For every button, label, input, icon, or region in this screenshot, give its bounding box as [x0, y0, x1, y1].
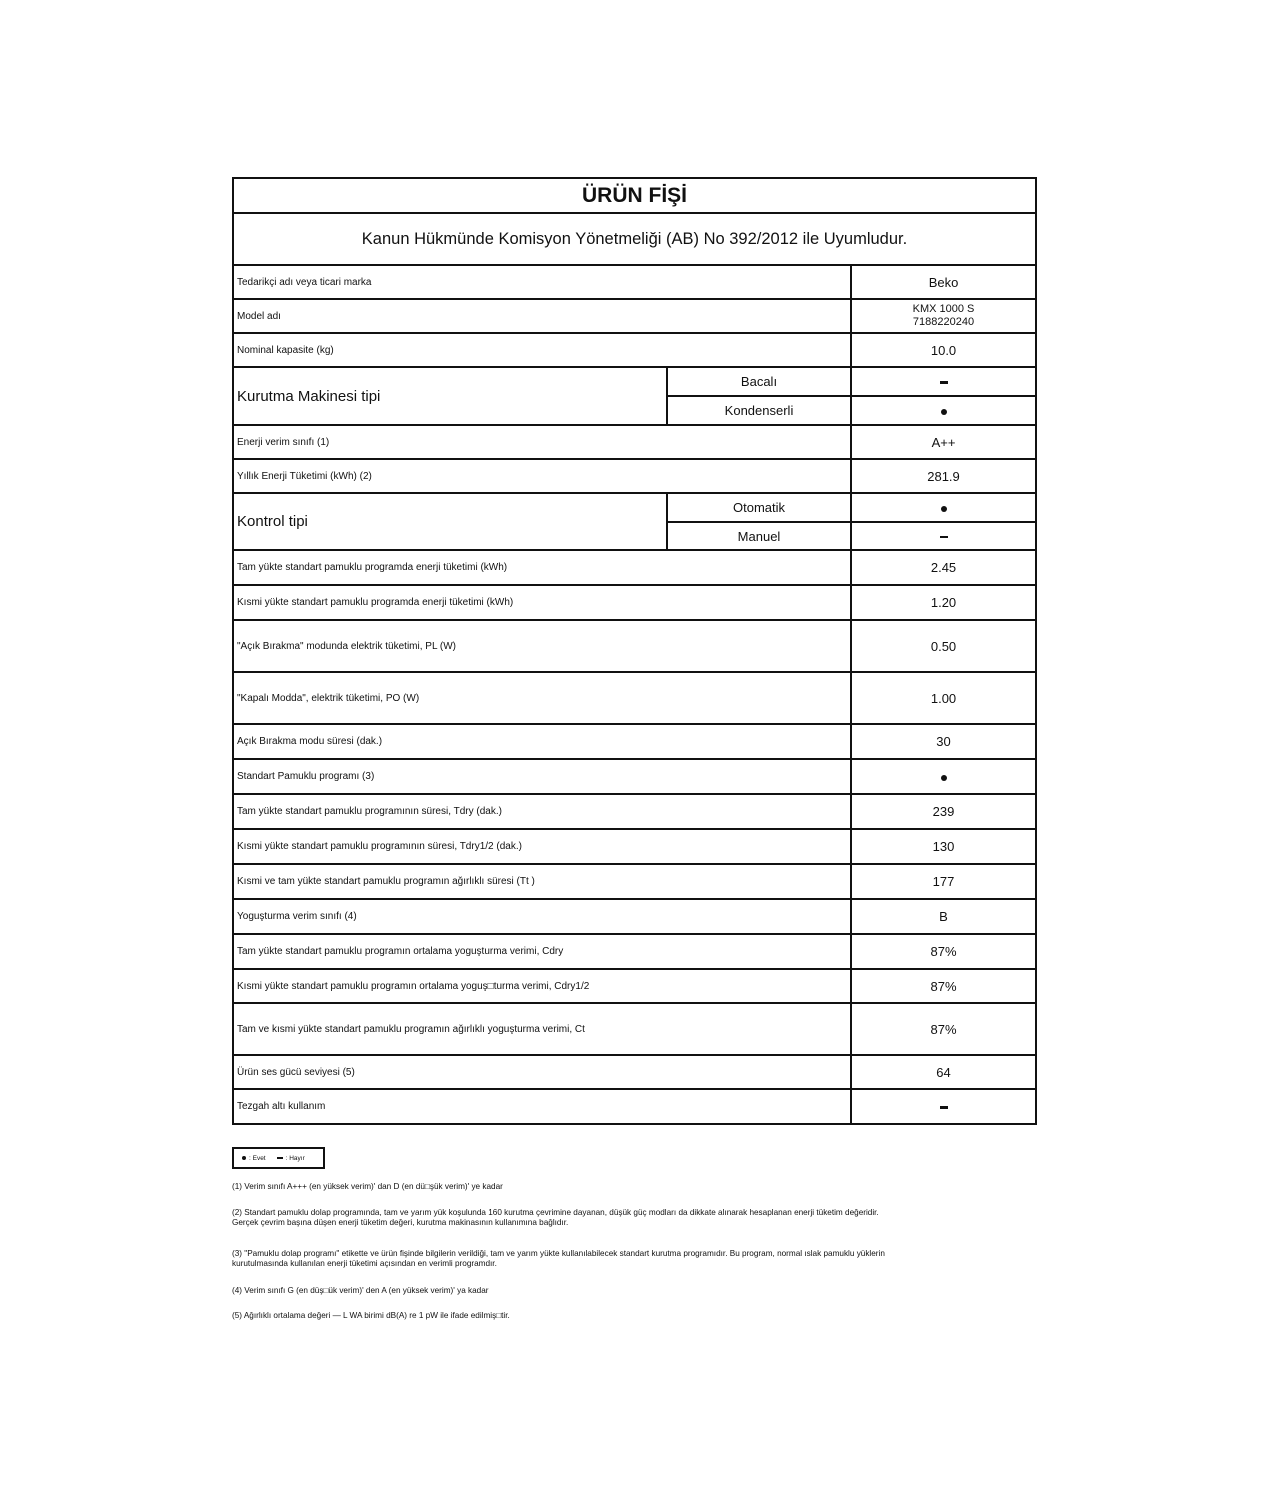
row-label: Kısmi yükte standart pamuklu programın ortalama yoguş□turma verimi, Cdry1/2 — [233, 969, 851, 1003]
footnote-4: (4) Verim sınıfı G (en düş□ük verim)' den A (en yüksek verim)' ya kadar — [232, 1286, 489, 1295]
footnote-1: (1) Verim sınıfı A+++ (en yüksek verim)' dan D (en dü□şük verim)' ye kadar — [232, 1182, 503, 1191]
no-icon — [940, 1106, 948, 1109]
row-value: 87% — [851, 1003, 1036, 1055]
table-row — [233, 969, 1036, 1003]
table-row — [233, 672, 1036, 724]
product-fiche-table — [232, 177, 1037, 1125]
footnote-2-line-2: Gerçek çevrim başına düşen enerji tüketim değeri, kurutma makinasının kullanımına bağlıdır. — [232, 1218, 569, 1227]
footnote-3-line-1: (3) "Pamuklu dolap programı" etikette ve ürün fişinde bilgilerin verildiği, tam ve yarım yükte kullanılabilecek standart kurutma programıdır. Bu program, normal ıslak pamuklu yüklerin — [232, 1249, 885, 1258]
yes-icon — [242, 1156, 246, 1160]
table-row — [233, 265, 1036, 299]
no-icon — [940, 536, 948, 539]
option-label: Kondenserli — [667, 396, 851, 425]
row-value: A++ — [851, 425, 1036, 459]
table-row — [233, 1003, 1036, 1055]
fiche-title: ÜRÜN FİŞİ — [233, 178, 1036, 213]
no-icon — [277, 1157, 283, 1159]
title-row — [233, 178, 1036, 213]
table-row — [233, 493, 1036, 522]
table-row — [233, 425, 1036, 459]
yes-icon — [941, 775, 947, 781]
row-label: Nominal kapasite (kg) — [233, 333, 851, 367]
model-name: KMX 1000 S — [912, 303, 975, 315]
model-code: 7188220240 — [912, 316, 975, 328]
row-value: 1.00 — [851, 672, 1036, 724]
row-label: Tam yükte standart pamuklu programda enerji tüketimi (kWh) — [233, 550, 851, 585]
row-label: Enerji verim sınıfı (1) — [233, 425, 851, 459]
option-label: Manuel — [667, 522, 851, 550]
row-label: Kısmi yükte standart pamuklu programda enerji tüketimi (kWh) — [233, 585, 851, 620]
row-label: "Açık Bırakma" modunda elektrik tüketimi, PL (W) — [233, 620, 851, 672]
row-label: Model adı — [233, 299, 851, 333]
row-label: Açık Bırakma modu süresi (dak.) — [233, 724, 851, 759]
footnote-3-line-2: kurutulmasında kullanılan enerji tüketimi açısından en verimli programdır. — [232, 1259, 497, 1268]
table-row — [233, 899, 1036, 934]
row-value: 239 — [851, 794, 1036, 829]
no-icon — [940, 381, 948, 384]
row-value — [851, 522, 1036, 550]
row-value: 281.9 — [851, 459, 1036, 493]
symbol-legend — [232, 1147, 325, 1169]
row-value: 130 — [851, 829, 1036, 864]
row-label: Tam yükte standart pamuklu programının süresi, Tdry (dak.) — [233, 794, 851, 829]
row-label: Kısmi yükte standart pamuklu programının süresi, Tdry1/2 (dak.) — [233, 829, 851, 864]
row-value — [851, 759, 1036, 794]
table-row — [233, 620, 1036, 672]
row-value: 87% — [851, 934, 1036, 969]
table-row — [233, 299, 1036, 333]
table-row — [233, 934, 1036, 969]
row-value: 64 — [851, 1055, 1036, 1089]
row-label: Tedarikçi adı veya ticari marka — [233, 265, 851, 299]
yes-icon — [941, 409, 947, 415]
row-label: Tam ve kısmi yükte standart pamuklu programın ağırlıklı yoguşturma verimi, Ct — [233, 1003, 851, 1055]
table-row — [233, 459, 1036, 493]
row-value — [851, 299, 1036, 333]
row-value: Beko — [851, 265, 1036, 299]
table-row — [233, 585, 1036, 620]
table-row — [233, 367, 1036, 396]
row-value: 1.20 — [851, 585, 1036, 620]
footnote-3 — [232, 1249, 1052, 1269]
row-label: Yıllık Enerji Tüketimi (kWh) (2) — [233, 459, 851, 493]
legend-yes-label: : Evet — [249, 1154, 266, 1162]
row-value: 0.50 — [851, 620, 1036, 672]
subtitle-row — [233, 213, 1036, 265]
legend-no-label: : Hayır — [285, 1154, 305, 1162]
row-label: Kısmi ve tam yükte standart pamuklu programın ağırlıklı süresi (Tt ) — [233, 864, 851, 899]
option-label: Otomatik — [667, 493, 851, 522]
regulation-subtitle: Kanun Hükmünde Komisyon Yönetmeliği (AB) No 392/2012 ile Uyumludur. — [233, 213, 1036, 265]
table-row — [233, 759, 1036, 794]
row-label: Kontrol tipi — [233, 493, 667, 550]
row-label: Kurutma Makinesi tipi — [233, 367, 667, 425]
row-label: Yoguşturma verim sınıfı (4) — [233, 899, 851, 934]
table-row — [233, 333, 1036, 367]
row-label: Tam yükte standart pamuklu programın ortalama yoguşturma verimi, Cdry — [233, 934, 851, 969]
row-label: Ürün ses gücü seviyesi (5) — [233, 1055, 851, 1089]
row-label: Tezgah altı kullanım — [233, 1089, 851, 1124]
row-value — [851, 396, 1036, 425]
row-value: 30 — [851, 724, 1036, 759]
table-row — [233, 1089, 1036, 1124]
table-row — [233, 550, 1036, 585]
option-label: Bacalı — [667, 367, 851, 396]
row-value — [851, 367, 1036, 396]
row-value: 10.0 — [851, 333, 1036, 367]
row-value: 177 — [851, 864, 1036, 899]
footnote-5: (5) Ağırlıklı ortalama değeri — L WA birimi dB(A) re 1 pW ile ifade edilmiş□tir. — [232, 1311, 510, 1320]
row-value: 87% — [851, 969, 1036, 1003]
row-label: "Kapalı Modda", elektrik tüketimi, PO (W) — [233, 672, 851, 724]
yes-icon — [941, 506, 947, 512]
table-row — [233, 864, 1036, 899]
row-value: 2.45 — [851, 550, 1036, 585]
row-value — [851, 493, 1036, 522]
row-value — [851, 1089, 1036, 1124]
footnote-2 — [232, 1208, 1052, 1228]
row-label: Standart Pamuklu programı (3) — [233, 759, 851, 794]
table-row — [233, 829, 1036, 864]
footnote-2-line-1: (2) Standart pamuklu dolap programında, tam ve yarım yük koşulunda 160 kurutma çevrimine dayanan, düşük güç modları da dikkate alınarak hesaplanan enerji tüketim değeridir. — [232, 1208, 879, 1217]
table-row — [233, 724, 1036, 759]
table-row — [233, 794, 1036, 829]
table-row — [233, 1055, 1036, 1089]
row-value: B — [851, 899, 1036, 934]
